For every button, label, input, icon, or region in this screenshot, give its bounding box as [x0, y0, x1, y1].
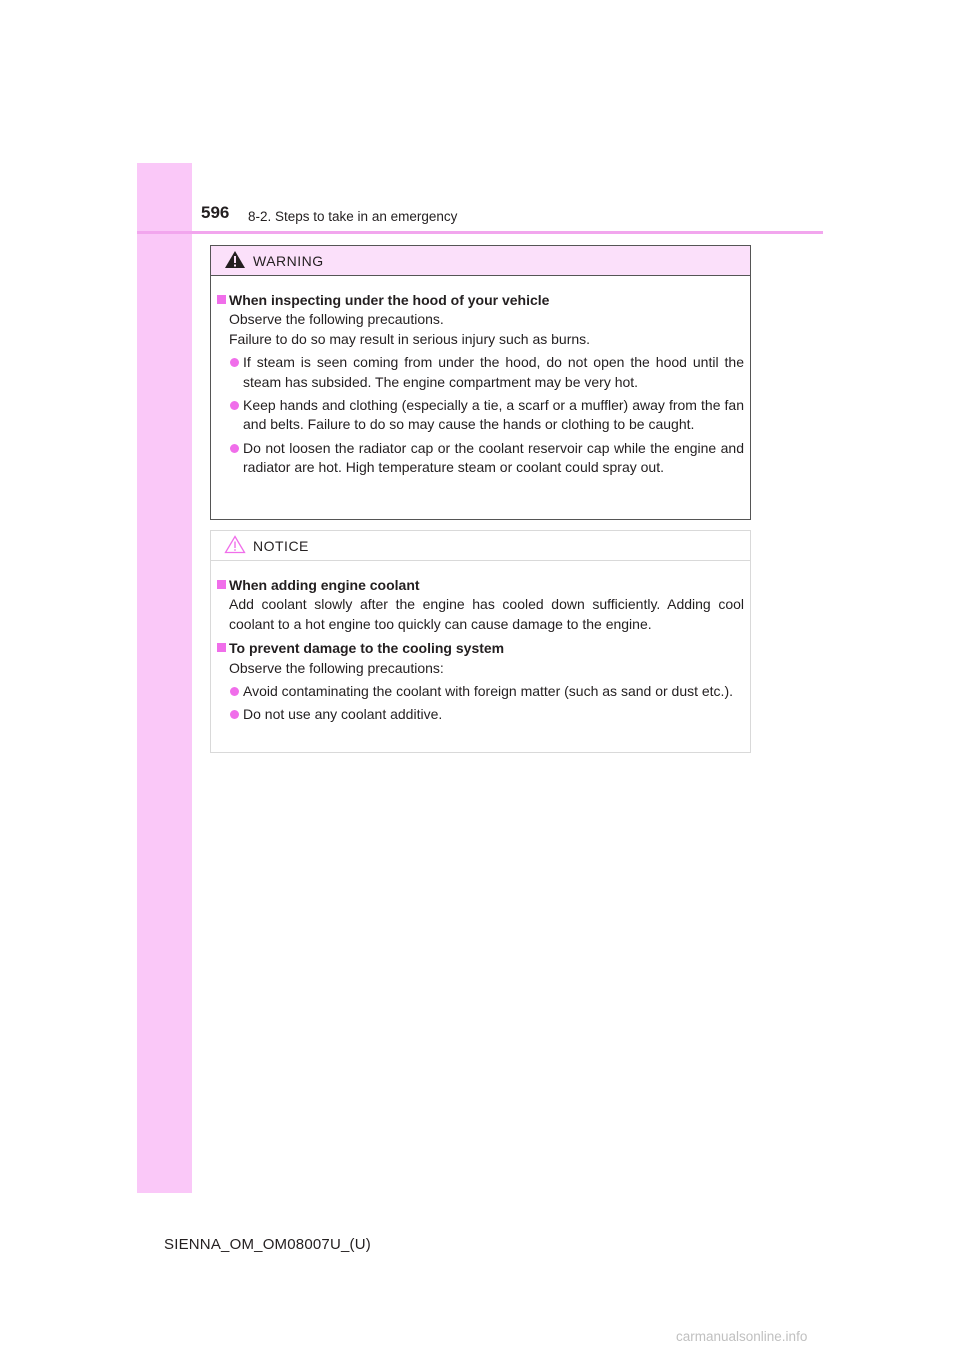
- warning-box: [210, 245, 751, 520]
- notice-bullet: Avoid contaminating the coolant with foreign matter (such as sand or dust etc.).: [217, 682, 744, 701]
- round-bullet-icon: [230, 444, 239, 453]
- notice-bullet: Do not use any coolant additive.: [217, 705, 744, 724]
- notice-heading: When adding engine coolant: [217, 576, 744, 595]
- notice-paragraph: Add coolant slowly after the engine has cooled down sufficiently. Adding cool coolant to a hot engine too quickly can cause damage to the engine.: [229, 596, 744, 632]
- round-bullet-icon: [230, 687, 239, 696]
- watermark: carmanualsonline.info: [676, 1329, 808, 1344]
- section-title: 8-2. Steps to take in an emergency: [248, 209, 458, 224]
- round-bullet-icon: [230, 358, 239, 367]
- warning-bullet: If steam is seen coming from under the hood, do not open the hood until the steam has subsided. The engine compartment may be very hot.: [217, 353, 744, 392]
- caution-triangle-outline-icon: [224, 535, 246, 554]
- round-bullet-icon: [230, 710, 239, 719]
- square-bullet-icon: [217, 580, 226, 589]
- notice-box: [210, 530, 751, 753]
- notice-body: [211, 561, 750, 725]
- sidebar-tab: [137, 163, 192, 1193]
- warning-triangle-icon: [224, 250, 246, 269]
- round-bullet-icon: [230, 401, 239, 410]
- warning-body: [211, 276, 750, 478]
- page-number: 596: [201, 203, 230, 222]
- warning-bullet: Keep hands and clothing (especially a tie, a scarf or a muffler) away from the fan and belts. Failure to do so may cause the hands or clothing to be caught.: [217, 396, 744, 435]
- square-bullet-icon: [217, 643, 226, 652]
- document-code: SIENNA_OM_OM08007U_(U): [164, 1236, 371, 1253]
- notice-heading: To prevent damage to the cooling system: [217, 639, 744, 658]
- warning-title: WARNING: [253, 253, 324, 269]
- header-rule: [137, 231, 823, 234]
- warning-heading: When inspecting under the hood of your vehicle: [217, 291, 744, 310]
- warning-intro-1: Observe the following precautions.: [229, 311, 444, 328]
- warning-intro-2: Failure to do so may result in serious injury such as burns.: [229, 330, 591, 347]
- notice-header: [211, 531, 750, 561]
- notice-paragraph: Observe the following precautions:: [229, 659, 444, 676]
- warning-bullet: Do not loosen the radiator cap or the coolant reservoir cap while the engine and radiator are hot. High temperature steam or coolant could spray out.: [217, 439, 744, 478]
- warning-header: [211, 246, 750, 276]
- square-bullet-icon: [217, 295, 226, 304]
- notice-title: NOTICE: [253, 538, 309, 554]
